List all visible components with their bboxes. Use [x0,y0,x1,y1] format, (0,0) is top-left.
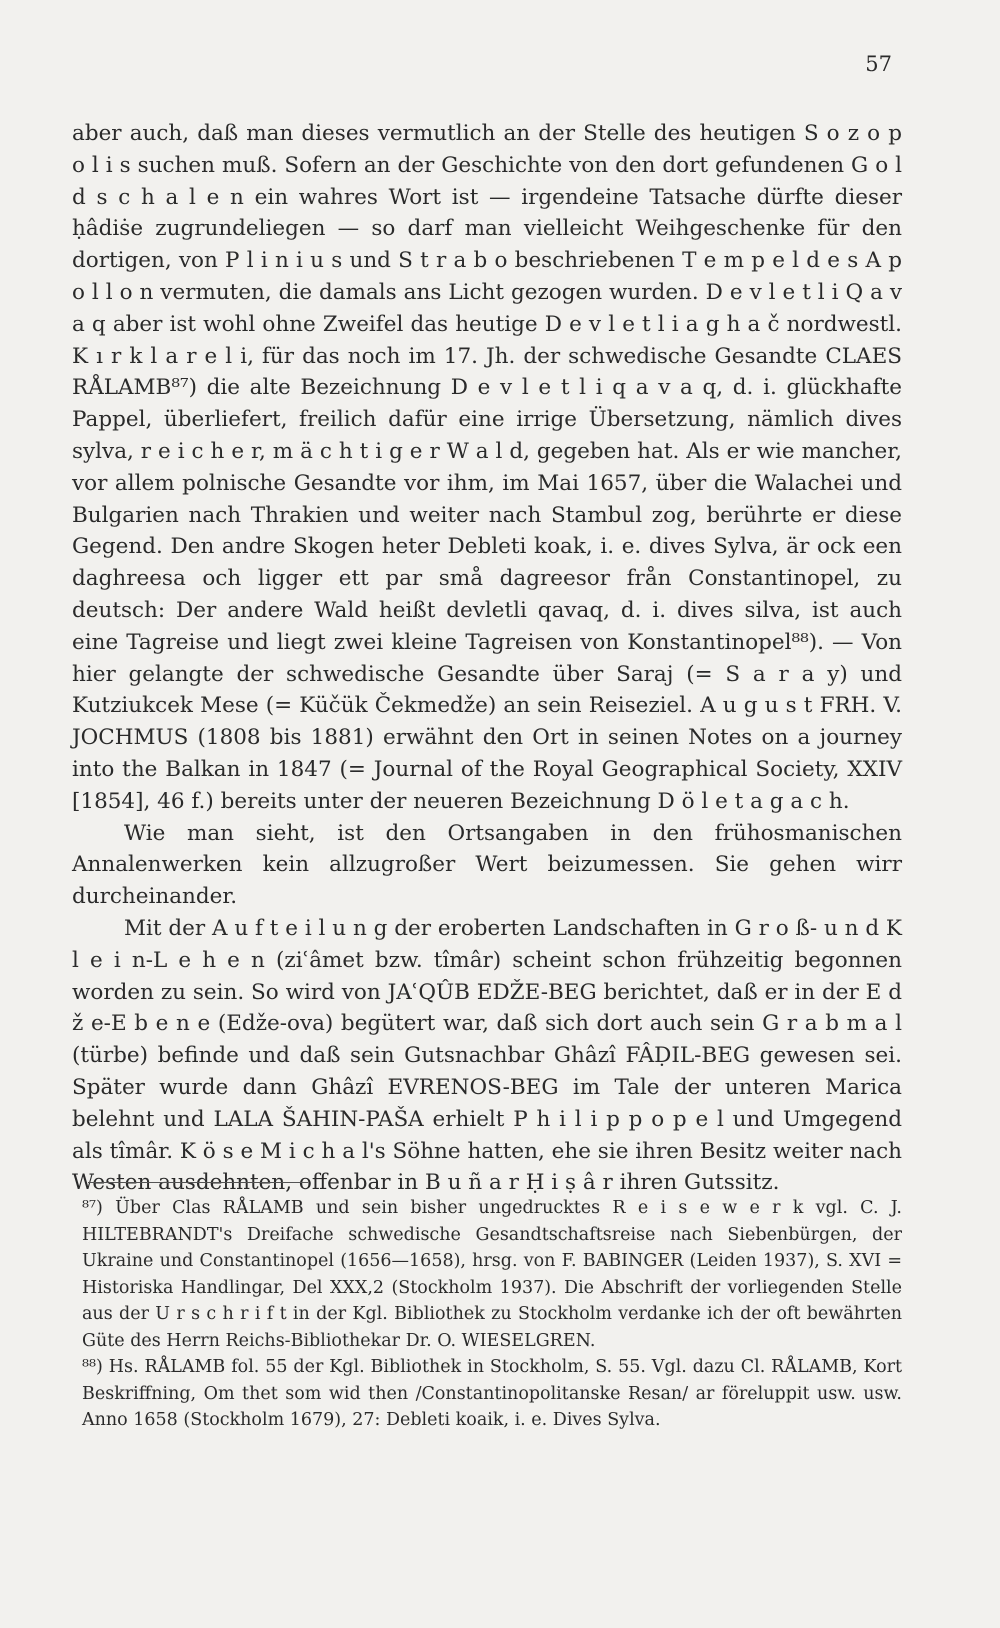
page-number: 57 [865,52,892,76]
paragraph-2: Wie man sieht, ist den Ortsangaben in den frühosmanischen Annalenwerken kein allzugroßer Wert beizumessen. Sie gehen wirr durcheinander. [72,820,902,910]
main-text [72,118,902,1199]
footnote-88: ⁸⁸) Hs. RÅLAMB fol. 55 der Kgl. Bibliothek in Stockholm, S. 55. Vgl. dazu Cl. RÅLAMB, Kort Beskriffning, Om thet som wid then /Constantinopolitanske Resan/ ar föreluppit usw. usw. Anno 1658 (Stockholm 1679), 27: Debleti koaik, i. e. Dives Sylva. [82,1357,902,1430]
footnote-87: ⁸⁷) Über Clas RÅLAMB und sein bisher ungedrucktes R e i s e w e r k vgl. C. J. HILTEBRANDT's Dreifache schwedische Gesandtschaftsreise nach Siebenbürgen, der Ukraine und Constantinopel (1656—1658), hrsg. von F. BABINGER (Leiden 1937), S. XVI = Historiska Handlingar, Del XXX,2 (Stockholm 1937). Die Abschrift der vorliegenden Stelle aus der U r s c h r i f t in der Kgl. Bibliothek zu Stockholm verdanke ich der oft bewährten Güte des Herrn Reichs-Bibliothekar Dr. O. WIESELGREN. [82,1198,902,1351]
paragraph-1: aber auch, daß man dieses vermutlich an der Stelle des heutigen S o z o p o l i s suchen muß. Sofern an der Geschichte von den dort gefundenen G o l d s c h a l e n ein wahres Wort ist — irgendeine Tatsache dürfte dieser ḥâdiṡe zugrundeliegen — so darf man vielleicht Weihgeschenke für den dortigen, von P l i n i u s und S t r a b o beschriebenen T e m p e l d e s A p o l l o n vermuten, die damals ans Licht gezogen wurden. D e v l e t l i Q a v a q aber ist wohl ohne Zweifel das heutige D e v l e t l i a g h a č nordwestl. K ı r k l a r e l i, für das noch im 17. Jh. der schwedische Gesandte CLAES RÅLAMB⁸⁷) die alte Bezeichnung D e v l e t l i q a v a q, d. i. glückhafte Pappel, überliefert, freilich dafür eine irrige Übersetzung, nämlich dives sylva, r e i c h e r, m ä c h t i g e r W a l d, gegeben hat. Als er wie mancher, vor allem polnische Gesandte vor ihm, im Mai 1657, über die Walachei und Bulgarien nach Thrakien und weiter nach Stambul zog, berührte er diese Gegend. Den andre Skogen heter Debleti koak, i. e. dives Sylva, är ock een daghreesa och ligger ett par små dagreesor från Constantinopel, zu deutsch: Der andere Wald heißt devletli qavaq, d. i. dives silva, ist auch eine Tagreise und liegt zwei kleine Tagreisen von Konstantinopel⁸⁸). — Von hier gelangte der schwedische Gesandte über Saraj (= S a r a y) und Kutziukcek Mese (= Küčük Čekmedže) an sein Reiseziel. A u g u s t FRH. V. JOCHMUS (1808 bis 1881) erwähnt den Ort in seinen Notes on a journey into the Balkan in 1847 (= Journal of the Royal Geographical Society, XXIV [1854], 46 f.) bereits unter der neueren Bezeichnung D ö l e t a g a c h. [72,121,902,814]
footnotes [82,1195,902,1434]
paragraph-3: Mit der A u f t e i l u n g der eroberten Landschaften in G r o ß- u n d K l e i n-L e h e n (ziʿâmet bzw. tîmâr) scheint schon frühzeitig begonnen worden zu sein. So wird von JAʿQÛB EDŽE-BEG berichtet, daß er in der E d ž e-E b e n e (Edže-ova) begütert war, daß sich dort auch sein G r a b m a l (türbe) befinde und daß sein Gutsnachbar Ghâzî FÂḌIL-BEG gewesen sei. Später wurde dann Ghâzî EVRENOS-BEG im Tale der unteren Marica belehnt und LALA ŠAHIN-PAŠA erhielt P h i l i p p o p e l und Umgegend als tîmâr. K ö s e M i c h a l's Söhne hatten, ehe sie ihren Besitz weiter nach Westen ausdehnten, offenbar in B u ñ a r Ḥ i ṣ â r ihren Gutssitz. [72,915,902,1196]
footnote-divider [88,1182,308,1183]
